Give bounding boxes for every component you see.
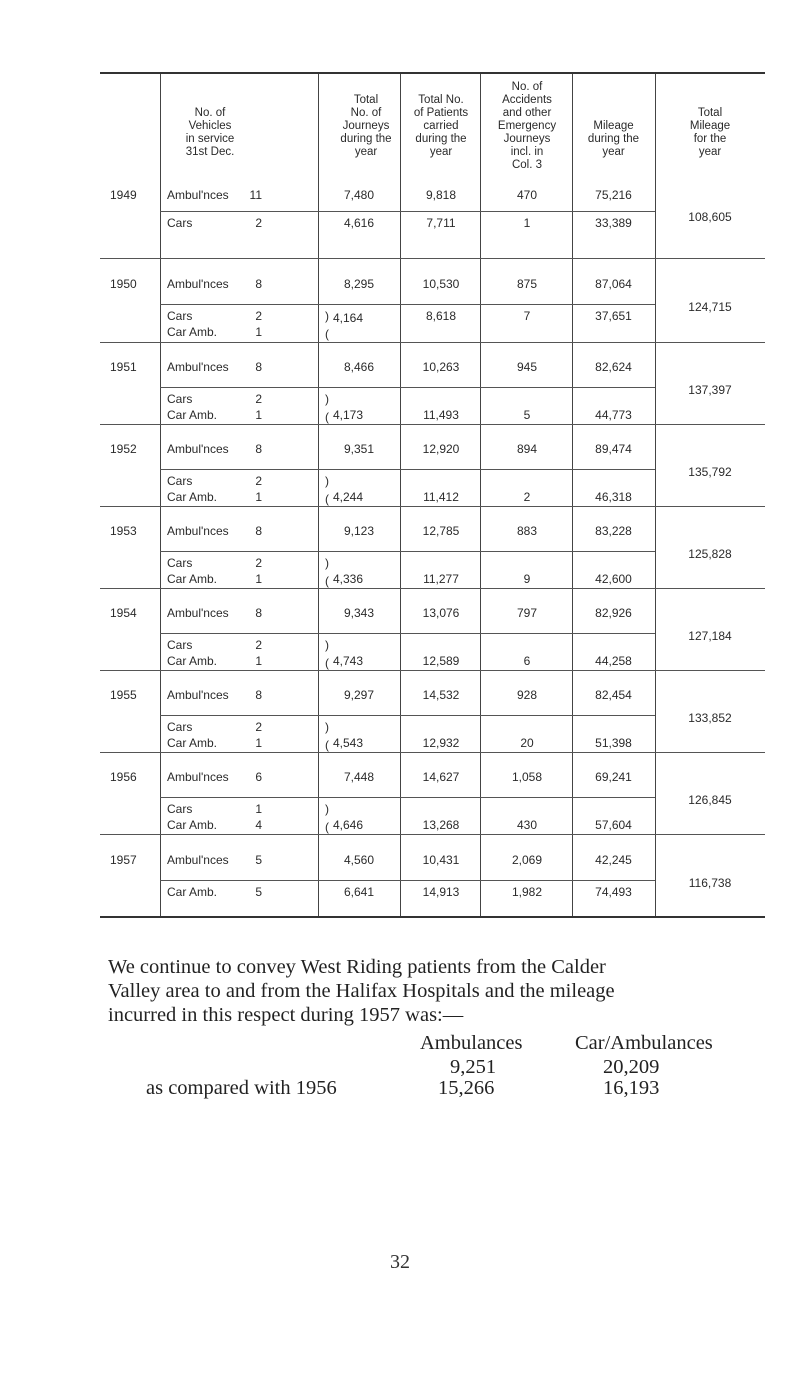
- summary-1957-ambulances: 9,251: [450, 1056, 497, 1078]
- patients-value: 12,932: [422, 736, 460, 750]
- patients-value: 12,785: [422, 524, 460, 538]
- year-separator-rule: [100, 506, 765, 507]
- journeys-value: 9,297: [343, 688, 375, 702]
- mileage-value: 51,398: [595, 736, 632, 750]
- summary-compare-label: as compared with 1956: [146, 1077, 337, 1099]
- accidents-value: 1,058: [511, 770, 543, 784]
- mileage-value: 42,245: [595, 853, 632, 867]
- vehicle-count-secondary: 1: [255, 490, 262, 504]
- vehicle-type: Ambul'nces: [167, 442, 229, 456]
- accidents-value: 797: [516, 606, 538, 620]
- journeys-value: 7,448: [343, 770, 375, 784]
- vehicle-type: Cars: [167, 720, 193, 734]
- accidents-value: 470: [516, 188, 538, 202]
- vehicle-type: Ambul'nces: [167, 277, 229, 291]
- summary-1956-car-ambulances: 16,193: [603, 1077, 660, 1099]
- patients-value: 12,589: [422, 654, 460, 668]
- patients-value: 12,920: [422, 442, 460, 456]
- patients-value: 8,618: [425, 309, 457, 323]
- year-separator-rule: [100, 588, 765, 589]
- subrow-rule: [160, 469, 655, 470]
- journeys-value: 9,351: [343, 442, 375, 456]
- table-top-rule: [100, 72, 765, 74]
- vehicle-count: 8: [255, 277, 262, 291]
- year-label: 1952: [110, 442, 137, 456]
- patients-value: 10,431: [422, 853, 460, 867]
- brace-mark: ) (: [325, 556, 329, 588]
- vehicle-type-secondary: Car Amb.: [167, 818, 218, 832]
- mileage-value: 83,228: [595, 524, 632, 538]
- year-separator-rule: [100, 834, 765, 835]
- mileage-value: 82,624: [595, 360, 632, 374]
- vehicle-type: Ambul'nces: [167, 360, 229, 374]
- total-mileage-value: 133,852: [688, 711, 732, 725]
- accidents-value: 7: [523, 309, 531, 323]
- subrow-rule: [160, 797, 655, 798]
- column-rule: [400, 74, 401, 916]
- accidents-value: 928: [516, 688, 538, 702]
- patients-value: 10,530: [422, 277, 460, 291]
- mileage-value: 57,604: [595, 818, 632, 832]
- vehicle-type: Cars: [167, 556, 193, 570]
- mileage-value: 89,474: [595, 442, 632, 456]
- header-total-mileage: Total Mileage for the year: [689, 107, 731, 158]
- summary-1957-car-ambulances: 20,209: [603, 1056, 660, 1078]
- patients-value: 14,913: [422, 885, 460, 899]
- header-journeys: Total No. of Journeys during the year: [340, 94, 392, 158]
- year-separator-rule: [100, 752, 765, 753]
- subrow-rule: [160, 880, 655, 881]
- journeys-value: 4,164: [333, 311, 364, 325]
- header-mileage: Mileage during the year: [587, 120, 640, 158]
- accidents-value: 2: [523, 490, 531, 504]
- year-label: 1957: [110, 853, 137, 867]
- header-vehicles: No. of Vehicles in service 31st Dec.: [185, 107, 235, 158]
- journeys-value: 4,543: [333, 736, 364, 750]
- vehicle-type-secondary: Car Amb.: [167, 490, 218, 504]
- summary-header-car-ambulances: Car/Ambulances: [575, 1032, 713, 1054]
- subrow-rule: [160, 715, 655, 716]
- mileage-value: 42,600: [595, 572, 632, 586]
- accidents-value: 883: [516, 524, 538, 538]
- subrow-rule: [160, 304, 655, 305]
- patients-value: 11,277: [423, 572, 459, 586]
- table-bottom-rule: [100, 916, 765, 918]
- journeys-value: 8,295: [343, 277, 375, 291]
- mileage-value: 69,241: [595, 770, 632, 784]
- vehicle-count: 11: [249, 188, 262, 202]
- vehicle-type: Ambul'nces: [167, 770, 229, 784]
- total-mileage-value: 135,792: [688, 465, 732, 479]
- year-label: 1953: [110, 524, 137, 538]
- vehicle-type: Cars: [167, 638, 193, 652]
- vehicle-count: 2: [255, 638, 262, 652]
- paragraph-line-3: incurred in this respect during 1957 was:—: [108, 1004, 464, 1026]
- year-label: 1954: [110, 606, 137, 620]
- total-mileage-value: 127,184: [688, 629, 732, 643]
- mileage-value: 37,651: [595, 309, 632, 323]
- accidents-value: 875: [516, 277, 538, 291]
- year-separator-rule: [100, 424, 765, 425]
- vehicle-type: Cars: [167, 392, 193, 406]
- mileage-value: 87,064: [595, 277, 632, 291]
- year-separator-rule: [100, 670, 765, 671]
- mileage-value: 44,773: [595, 408, 632, 422]
- vehicle-count: 1: [255, 802, 262, 816]
- vehicle-count: 5: [255, 885, 262, 899]
- year-label: 1956: [110, 770, 137, 784]
- patients-value: 7,711: [426, 216, 456, 230]
- vehicle-count: 2: [255, 309, 262, 323]
- accidents-value: 6: [523, 654, 531, 668]
- summary-1956-ambulances: 15,266: [438, 1077, 495, 1099]
- journeys-value: 4,173: [333, 408, 364, 422]
- vehicle-type-secondary: Car Amb.: [167, 736, 218, 750]
- vehicle-count: 8: [255, 442, 262, 456]
- vehicle-count: 2: [255, 392, 262, 406]
- total-mileage-value: 125,828: [688, 547, 732, 561]
- year-label: 1949: [110, 188, 137, 202]
- vehicle-count: 8: [255, 360, 262, 374]
- total-mileage-value: 137,397: [688, 383, 732, 397]
- accidents-value: 1: [523, 216, 531, 230]
- paragraph-line-2: Valley area to and from the Halifax Hospitals and the mileage: [108, 980, 615, 1002]
- total-mileage-value: 108,605: [688, 210, 732, 224]
- vehicle-count: 2: [255, 720, 262, 734]
- vehicle-count: 2: [255, 556, 262, 570]
- brace-mark: ) (: [325, 720, 329, 752]
- mileage-value: 74,493: [595, 885, 632, 899]
- summary-header-ambulances: Ambulances: [420, 1032, 523, 1054]
- subrow-rule: [160, 551, 655, 552]
- vehicle-type: Ambul'nces: [167, 188, 229, 202]
- total-mileage-value: 116,738: [688, 876, 732, 890]
- column-rule: [318, 74, 319, 916]
- vehicle-type: Cars: [167, 216, 193, 230]
- accidents-value: 894: [516, 442, 538, 456]
- vehicle-count-secondary: 1: [255, 325, 262, 339]
- accidents-value: 1,982: [511, 885, 543, 899]
- column-rule: [160, 74, 161, 916]
- vehicle-count: 2: [255, 474, 262, 488]
- patients-value: 13,076: [422, 606, 460, 620]
- journeys-value: 4,244: [333, 490, 364, 504]
- accidents-value: 20: [520, 736, 534, 750]
- total-mileage-value: 124,715: [688, 300, 732, 314]
- vehicle-count: 2: [255, 216, 262, 230]
- journeys-value: 6,641: [343, 885, 375, 899]
- accidents-value: 5: [523, 408, 531, 422]
- year-separator-rule: [100, 342, 765, 343]
- header-patients: Total No. of Patients carried during the year: [413, 94, 469, 158]
- patients-value: 9,818: [425, 188, 457, 202]
- year-separator-rule: [100, 258, 765, 259]
- column-rule: [655, 74, 656, 916]
- accidents-value: 9: [523, 572, 531, 586]
- journeys-value: 7,480: [343, 188, 375, 202]
- vehicle-type: Cars: [167, 474, 193, 488]
- mileage-value: 82,454: [595, 688, 632, 702]
- journeys-value: 4,743: [333, 654, 364, 668]
- vehicle-type-secondary: Car Amb.: [167, 325, 218, 339]
- mileage-value: 46,318: [595, 490, 632, 504]
- column-rule: [480, 74, 481, 916]
- mileage-value: 75,216: [595, 188, 632, 202]
- calder-valley-paragraph: [108, 955, 768, 1027]
- vehicle-count: 8: [255, 524, 262, 538]
- paragraph-line-1: We continue to convey West Riding patients from the Calder: [108, 956, 606, 978]
- vehicle-type: Ambul'nces: [167, 606, 229, 620]
- brace-mark: ) (: [325, 638, 329, 670]
- accidents-value: 2,069: [511, 853, 543, 867]
- brace-mark: ) (: [325, 392, 329, 424]
- total-mileage-value: 126,845: [688, 793, 732, 807]
- vehicle-type: Ambul'nces: [167, 524, 229, 538]
- vehicle-type: Cars: [167, 802, 193, 816]
- journeys-value: 4,560: [343, 853, 375, 867]
- journeys-value: 4,646: [333, 818, 364, 832]
- year-label: 1951: [110, 360, 137, 374]
- patients-value: 14,627: [422, 770, 460, 784]
- vehicle-count: 8: [255, 606, 262, 620]
- journeys-value: 9,343: [343, 606, 375, 620]
- patients-value: 14,532: [422, 688, 460, 702]
- vehicle-count: 8: [255, 688, 262, 702]
- vehicle-type-secondary: Car Amb.: [167, 654, 218, 668]
- vehicle-type-secondary: Car Amb.: [167, 408, 218, 422]
- page-number: 32: [390, 1251, 410, 1273]
- vehicle-count: 6: [255, 770, 262, 784]
- subrow-rule: [160, 633, 655, 634]
- vehicle-count-secondary: 1: [255, 654, 262, 668]
- vehicle-type: Ambul'nces: [167, 853, 229, 867]
- journeys-value: 4,336: [333, 572, 364, 586]
- accidents-value: 430: [516, 818, 538, 832]
- mileage-value: 44,258: [595, 654, 632, 668]
- brace-mark: ) (: [325, 309, 329, 341]
- year-label: 1955: [110, 688, 137, 702]
- vehicle-count-secondary: 1: [255, 572, 262, 586]
- patients-value: 11,412: [423, 490, 459, 504]
- brace-mark: ) (: [325, 802, 329, 834]
- journeys-value: 4,616: [343, 216, 375, 230]
- patients-value: 10,263: [422, 360, 460, 374]
- vehicle-type-secondary: Car Amb.: [167, 572, 218, 586]
- mileage-value: 33,389: [595, 216, 632, 230]
- journeys-value: 9,123: [343, 524, 375, 538]
- mileage-value: 82,926: [595, 606, 632, 620]
- vehicle-count: 5: [255, 853, 262, 867]
- header-accidents: No. of Accidents and other Emergency Journeys incl. in Col. 3: [497, 81, 557, 171]
- year-label: 1950: [110, 277, 137, 291]
- vehicle-type: Cars: [167, 309, 193, 323]
- vehicle-type: Ambul'nces: [167, 688, 229, 702]
- vehicle-count-secondary: 4: [255, 818, 262, 832]
- subrow-rule: [160, 211, 655, 212]
- journeys-value: 8,466: [343, 360, 375, 374]
- subrow-rule: [160, 387, 655, 388]
- accidents-value: 945: [516, 360, 538, 374]
- patients-value: 11,493: [423, 408, 459, 422]
- patients-value: 13,268: [422, 818, 460, 832]
- brace-mark: ) (: [325, 474, 329, 506]
- vehicle-count-secondary: 1: [255, 408, 262, 422]
- vehicle-count-secondary: 1: [255, 736, 262, 750]
- vehicle-type: Car Amb.: [167, 885, 218, 899]
